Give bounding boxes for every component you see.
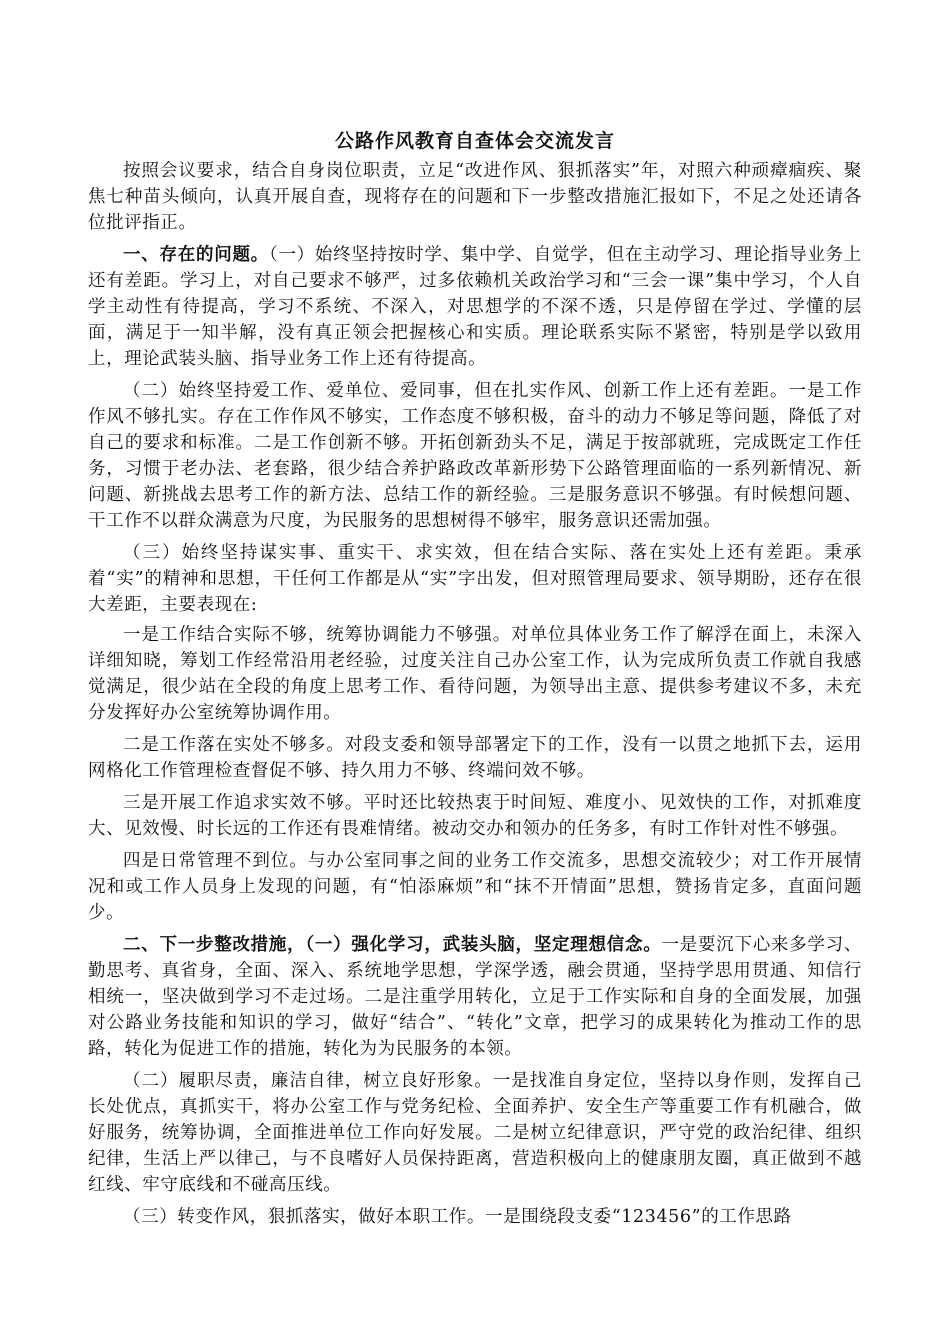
section1-item1-text: （一）始终坚持按时学、集中学、自觉学，但在主动学习、理论指导业务上还有差距。学习上，对自己要求不够严，过多依赖机关政治学习和“三会一课”集中学习，个人自学主动性有待提高，学习不系统、不深入，对思想学的不深不透，只是停留在学过、学懂的层面，满足于一知半解，没有真正领会把握核心和实质。理论联系实际不紧密，特别是学以致用上，理论武装头脑、指导业务工作上还有待提高。 [88, 245, 862, 369]
document-title: 公路作风教育自查体会交流发言 [334, 130, 615, 152]
section2-intro-paragraph [88, 932, 862, 1062]
section1-item2-paragraph: （二）始终坚持爱工作、爱单位、爱同事，但在扎实作风、创新工作上还有差距。一是工作作风不够扎实。存在工作作风不够实，工作态度不够积极，奋斗的动力不够足等问题，降低了对自己的要求和标准。二是工作创新不够。开拓创新劲头不足，满足于按部就班，完成既定工作任务，习惯于老办法、老套路，很少结合养护路政改革新形势下公路管理面临的一系列新情况、新问题、新挑战去思考工作的新方法、总结工作的新经验。三是服务意识不够强。有时候想问题、干工作不以群众满意为尺度，为民服务的思想树得不够牢，服务意识还需加强。 [88, 381, 862, 531]
section1-point4-paragraph: 四是日常管理不到位。与办公室同事之间的业务工作交流多，思想交流较少；对工作开展情况和或工作人员身上发现的问题，有“怕添麻烦”和“抹不开情面”思想，赞扬肯定多，直面问题少。 [88, 851, 862, 923]
section2-item2-paragraph: （二）履职尽责，廉洁自律，树立良好形象。一是找准自身定位，坚持以身作则，发挥自己长处优点，真抓实干，将办公室工作与党务纪检、全面养护、安全生产等重要工作有机融合，做好服务，统筹协调，全面推进单位工作向好发展。二是树立纪律意识，严守党的政治纪律、组织纪律，生活上严以律己，与不良嗜好人员保持距离，营造积极向上的健康朋友圈，真正做到不越红线、牢守底线和不碰高压线。 [88, 1071, 862, 1195]
section1-heading: 一、存在的问题。 [123, 245, 269, 265]
intro-paragraph: 按照会议要求，结合自身岗位职责，立足“改进作风、狠抓落实”年，对照六种顽瘴痼疾、聚焦七种苗头倾向，认真开展自查，现将存在的问题和下一步整改措施汇报如下，不足之处还请各位批评指正。 [88, 161, 862, 233]
section2-item3-paragraph: （三）转变作风，狠抓落实，做好本职工作。一是围绕段支委“123456”的工作思路 [123, 1207, 792, 1227]
section1-intro-paragraph [88, 242, 862, 372]
section1-item3-paragraph: （三）始终坚持谋实事、重实干、求实效，但在结合实际、落在实处上还有差距。秉承着“实”的精神和思想，干任何工作都是从“实”字出发，但对照管理局要求、领导期盼，还存在很大差距，主要表现在: [88, 543, 862, 615]
section2-item1-text: 一是要沉下心来多学习、勤思考、真省身，全面、深入、系统地学思想，学深学透，融会贯通，坚持学思用贯通、知信行相统一，坚决做到学习不走过场。二是注重学用转化，立足于工作实际和自身的全面发展，加强对公路业务技能和知识的学习，做好“结合”、“转化”文章，把学习的成果转化为推动工作的思路，转化为促进工作的措施，转化为为民服务的本领。 [88, 935, 862, 1059]
document-page [88, 128, 862, 1236]
section1-point1-paragraph: 一是工作结合实际不够，统筹协调能力不够强。对单位具体业务工作了解浮在面上，未深入详细知晓，筹划工作经常沿用老经验，过度关注自己办公室工作，认为完成所负责工作就自我感觉满足，很少站在全段的角度上思考工作、看待问题，为领导出主意、提供参考建议不多，未充分发挥好办公室统筹协调作用。 [88, 625, 862, 723]
section1-point2-paragraph: 二是工作落在实处不够多。对段支委和领导部署定下的工作，没有一以贯之地抓下去，运用网格化工作管理检查督促不够、持久用力不够、终端问效不够。 [88, 735, 862, 781]
section1-point3-paragraph: 三是开展工作追求实效不够。平时还比较热衷于时间短、难度小、见效快的工作，对抓难度大、见效慢、时长远的工作还有畏难情绪。被动交办和领办的任务多，有时工作针对性不够强。 [88, 793, 862, 839]
section2-heading: 二、下一步整改措施，（一）强化学习，武装头脑，坚定理想信念。 [123, 935, 662, 955]
